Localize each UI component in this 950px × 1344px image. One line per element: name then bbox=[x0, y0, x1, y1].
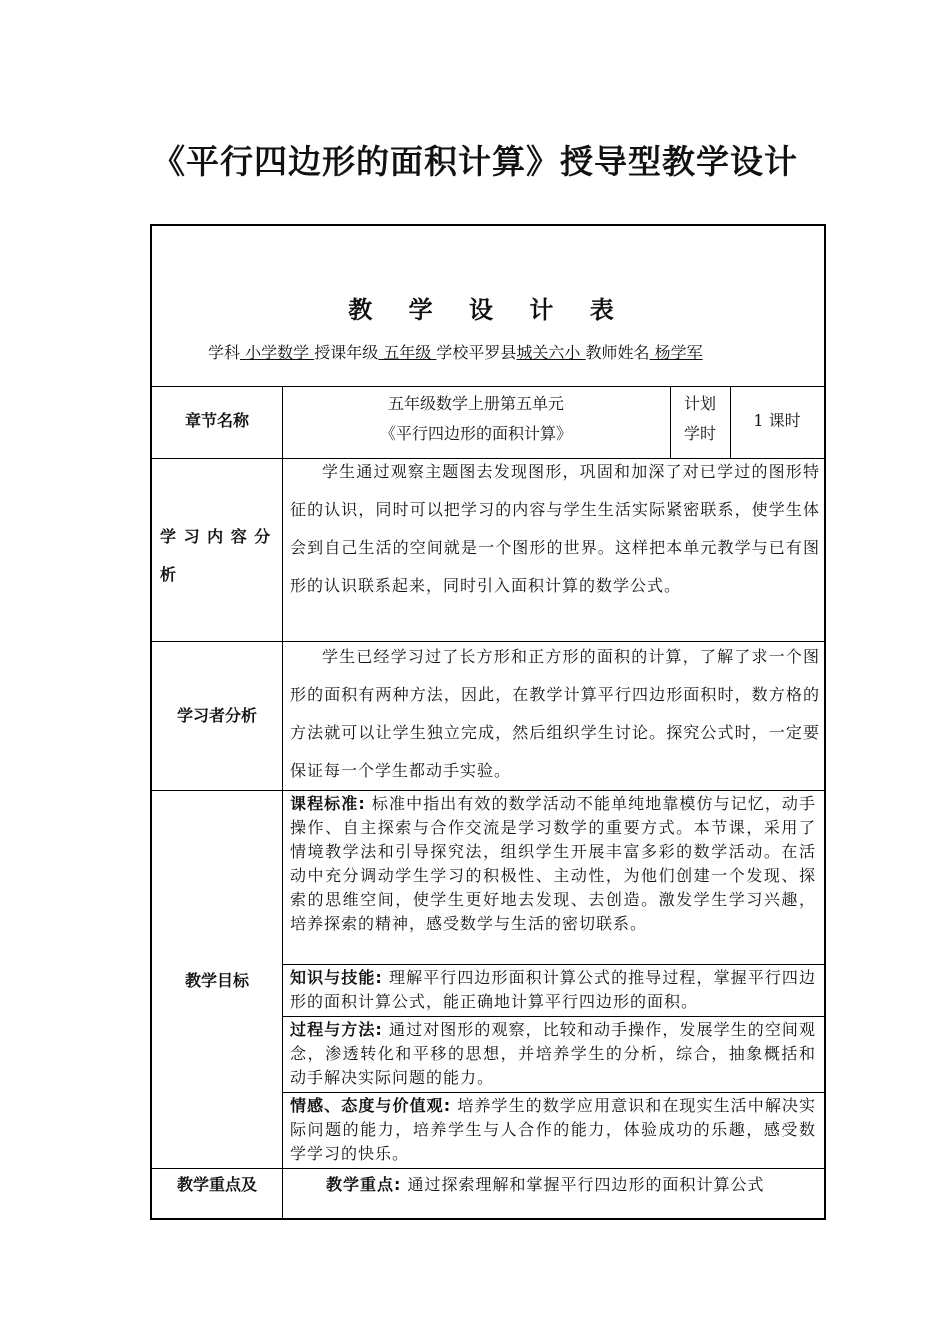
grade-value: 五年级 bbox=[378, 343, 437, 362]
document-title: 《平行四边形的面积计算》授导型教学设计 bbox=[152, 142, 798, 181]
chapter-row bbox=[152, 386, 824, 459]
teacher-label: 教师姓名 bbox=[585, 343, 650, 362]
plan-label-line-1: 计划 bbox=[683, 394, 716, 413]
objective-text: 培养学生的数学应用意识和在现实生活中解决实际问题的能力，培养学生与人合作的能力，体验成功的乐趣，感受数学学习的快乐。 bbox=[290, 1096, 816, 1163]
key-points-title: 教学重点: bbox=[326, 1175, 402, 1194]
plan-hours-label bbox=[670, 389, 730, 449]
table-header bbox=[152, 226, 824, 387]
grade-label: 授课年级 bbox=[314, 343, 379, 362]
content-analysis-label-line-2: 析 bbox=[160, 565, 178, 584]
content-analysis-text: 学生通过观察主题图去发现图形，巩固和加深了对已学过的图形特征的认识，同时可以把学习的内容与学生生活实际紧密联系，使学生体会到自己生活的空间就是一个图形的世界。这样把本单元教学与已有图形的认识联系起来，同时引入面积计算的数学公式。 bbox=[290, 462, 820, 595]
key-points-body: 通过探索理解和掌握平行四边形的面积计算公式 bbox=[401, 1175, 765, 1194]
divider bbox=[282, 1168, 283, 1218]
learner-analysis-text: 学生已经学习过了长方形和正方形的面积的计算，了解了求一个图形的面积有两种方法，因此，在教学计算平行四边形面积时，数方格的方法就可以让学生独立完成，然后组织学生讨论。探究公式时，一定要保证每一个学生都动手实验。 bbox=[290, 647, 820, 780]
objective-process-method bbox=[282, 1016, 824, 1093]
content-analysis-label-line-1: 学 习 内 容 分 bbox=[160, 527, 272, 546]
objectives-row bbox=[152, 790, 824, 1169]
objective-title: 知识与技能: bbox=[290, 968, 383, 987]
teacher-value: 杨学军 bbox=[649, 343, 703, 362]
plan-label-line-2: 学时 bbox=[683, 424, 716, 443]
design-table bbox=[150, 224, 826, 1220]
objective-title: 过程与方法: bbox=[290, 1020, 383, 1039]
content-analysis-label bbox=[160, 518, 278, 594]
objective-title: 情感、态度与价值观: bbox=[290, 1096, 452, 1115]
subject-label: 学科 bbox=[208, 343, 241, 362]
objective-text: 通过对图形的观察，比较和动手操作，发展学生的空间观念，渗透转化和平移的思想，并培养学生的分析，综合，抽象概括和动手解决实际问题的能力。 bbox=[290, 1020, 816, 1087]
chapter-name bbox=[282, 389, 670, 449]
hours-value: 1 课时 bbox=[753, 411, 801, 430]
info-line bbox=[208, 340, 703, 363]
chapter-label: 章节名称 bbox=[184, 411, 249, 430]
chapter-line-1: 五年级数学上册第五单元 bbox=[387, 394, 564, 413]
objective-knowledge-skills bbox=[282, 964, 824, 1017]
objective-emotion-values bbox=[282, 1092, 824, 1168]
learner-analysis-row bbox=[152, 641, 824, 791]
key-points-row bbox=[152, 1168, 824, 1218]
objective-text: 理解平行四边形面积计算公式的推导过程，掌握平行四边形的面积计算公式，能正确地计算平行四边形的面积。 bbox=[290, 968, 816, 1011]
objective-text: 标准中指出有效的数学活动不能单纯地靠模仿与记忆，动手操作、自主探索与合作交流是学习数学的重要方式。本节课，采用了情境教学法和引导探究法，组织学生开展丰富多彩的数学活动。在活动中充分调动学生学习的积极性、主动性，为他们创建一个发现、探索的思维空间，使学生更好地去发现、去创造。激发学生学习兴趣，培养探索的精神，感受数学与生活的密切联系。 bbox=[290, 794, 816, 933]
key-points-text bbox=[290, 1172, 820, 1195]
school-value: 城关六小 bbox=[516, 343, 586, 362]
subject-value: 小学数学 bbox=[240, 343, 315, 362]
chapter-line-2: 《平行四边形的面积计算》 bbox=[379, 424, 572, 443]
content-analysis-row bbox=[152, 458, 824, 642]
objectives-label: 教学目标 bbox=[184, 971, 249, 990]
learner-analysis-label: 学习者分析 bbox=[176, 706, 257, 725]
school-label: 学校平罗县 bbox=[436, 343, 517, 362]
divider bbox=[282, 458, 283, 641]
table-heading: 教 学 设 计 表 bbox=[348, 296, 628, 324]
objective-title: 课程标准: bbox=[290, 794, 366, 813]
divider bbox=[282, 641, 283, 790]
objective-course-standard bbox=[282, 790, 824, 965]
key-points-label: 教学重点及 bbox=[176, 1175, 257, 1194]
